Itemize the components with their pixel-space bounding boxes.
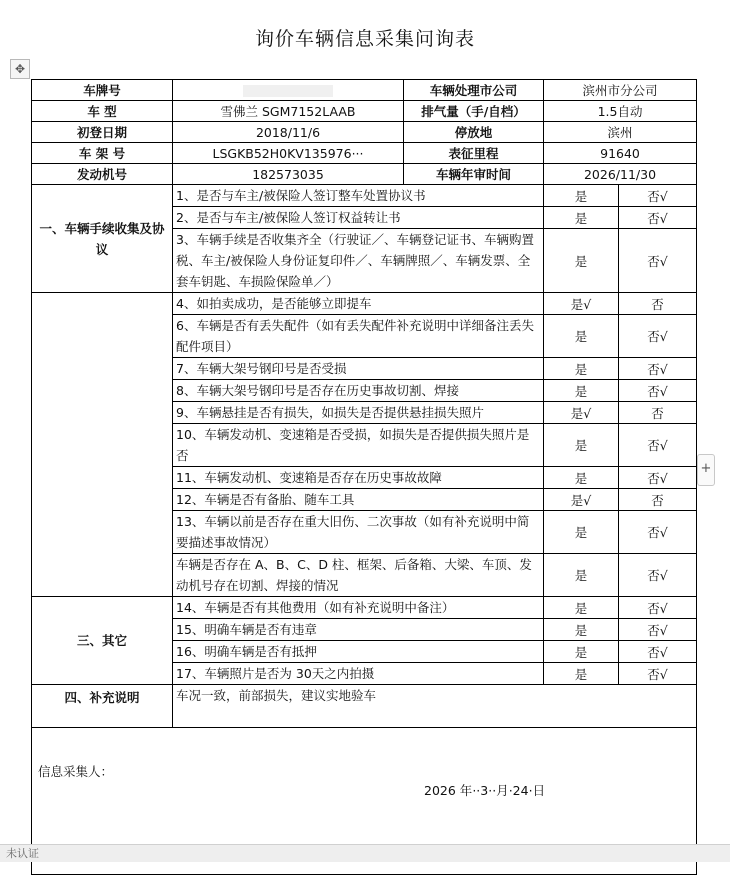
- answer-yes[interactable]: 是: [544, 597, 619, 619]
- answer-yes[interactable]: 是√: [544, 293, 619, 315]
- answer-no[interactable]: 否: [619, 293, 697, 315]
- answer-no[interactable]: 否√: [619, 663, 697, 685]
- status-text: 未认证: [6, 847, 39, 860]
- redacted-plate: [243, 85, 333, 97]
- table-row: [32, 143, 697, 164]
- question-text: 车辆是否存在 A、B、C、D 柱、框架、后备箱、大梁、车顶、发动机号存在切割、焊接的情况: [173, 554, 544, 597]
- table-row: [32, 122, 697, 143]
- question-text: 14、车辆是否有其他费用（如有补充说明中备注）: [173, 597, 544, 619]
- section-2-label: [32, 293, 173, 597]
- page-title: 询价车辆信息采集问询表: [254, 28, 475, 50]
- vin-label: 车 架 号: [32, 143, 173, 164]
- answer-no[interactable]: 否√: [619, 380, 697, 402]
- status-bar: [0, 844, 730, 862]
- model-label: 车 型: [32, 101, 173, 122]
- answer-yes[interactable]: 是: [544, 207, 619, 229]
- answer-no[interactable]: 否√: [619, 597, 697, 619]
- question-text: 15、明确车辆是否有违章: [173, 619, 544, 641]
- table-row: [32, 685, 697, 728]
- answer-no[interactable]: 否√: [619, 554, 697, 597]
- plate-label: 车牌号: [32, 80, 173, 101]
- question-text: 9、车辆悬挂是否有损失，如损失是否提供悬挂损失照片: [173, 402, 544, 424]
- answer-yes[interactable]: 是: [544, 467, 619, 489]
- question-text: 8、车辆大架号钢印号是否存在历史事故切割、焊接: [173, 380, 544, 402]
- displacement-label: 排气量（手/自档）: [404, 101, 544, 122]
- answer-yes[interactable]: 是: [544, 185, 619, 207]
- question-text: 17、车辆照片是否为 30天之内拍摄: [173, 663, 544, 685]
- table-row: [32, 80, 697, 101]
- inspection-value[interactable]: 2026/11/30: [544, 164, 697, 185]
- section-1-label: 一、车辆手续收集及协议: [32, 185, 173, 293]
- question-text: 6、车辆是否有丢失配件（如有丢失配件补充说明中详细备注丢失配件项目）: [173, 315, 544, 358]
- answer-no[interactable]: 否√: [619, 424, 697, 467]
- engine-label: 发动机号: [32, 164, 173, 185]
- answer-yes[interactable]: 是: [544, 229, 619, 293]
- company-value[interactable]: 滨州市分公司: [544, 80, 697, 101]
- question-text: 2、是否与车主/被保险人签订权益转让书: [173, 207, 544, 229]
- plate-value[interactable]: [173, 80, 404, 101]
- answer-no[interactable]: 否√: [619, 511, 697, 554]
- answer-yes[interactable]: 是: [544, 641, 619, 663]
- answer-no[interactable]: 否: [619, 489, 697, 511]
- answer-no[interactable]: 否√: [619, 467, 697, 489]
- table-row: [32, 293, 697, 315]
- question-text: 13、车辆以前是否存在重大旧伤、二次事故（如有补充说明中简要描述事故情况）: [173, 511, 544, 554]
- collector-label: 信息采集人：: [38, 764, 114, 779]
- date-day: 24: [512, 783, 529, 798]
- answer-yes[interactable]: 是: [544, 315, 619, 358]
- date-line: 2026 年··3··月·24·日: [424, 783, 546, 798]
- answer-yes[interactable]: 是: [544, 424, 619, 467]
- answer-no[interactable]: 否√: [619, 641, 697, 663]
- question-text: 1、是否与车主/被保险人签订整车处置协议书: [173, 185, 544, 207]
- answer-no[interactable]: 否√: [619, 207, 697, 229]
- supplement-input[interactable]: 车况一致，前部损失，建议实地验车: [173, 685, 697, 728]
- date-day-unit: 日: [532, 783, 546, 798]
- answer-no[interactable]: 否√: [619, 315, 697, 358]
- section-4-label: 四、补充说明: [32, 685, 173, 728]
- parking-value[interactable]: 滨州: [544, 122, 697, 143]
- question-text: 12、车辆是否有备胎、随车工具: [173, 489, 544, 511]
- inspection-label: 车辆年审时间: [404, 164, 544, 185]
- reg-date-label: 初登日期: [32, 122, 173, 143]
- table-row: [32, 164, 697, 185]
- question-text: 11、车辆发动机、变速箱是否存在历史事故故障: [173, 467, 544, 489]
- vin-value[interactable]: LSGKB52H0KV135976···: [173, 143, 404, 164]
- date-year-unit: 年: [459, 783, 473, 798]
- question-text: 7、车辆大架号钢印号是否受损: [173, 358, 544, 380]
- inquiry-table: [31, 79, 697, 875]
- table-row: [32, 597, 697, 619]
- company-label: 车辆处理市公司: [404, 80, 544, 101]
- answer-no[interactable]: 否√: [619, 619, 697, 641]
- model-value[interactable]: 雪佛兰 SGM7152LAAB: [173, 101, 404, 122]
- answer-yes[interactable]: 是√: [544, 402, 619, 424]
- date-month-unit: 月: [496, 783, 509, 798]
- answer-no[interactable]: 否: [619, 402, 697, 424]
- answer-yes[interactable]: 是: [544, 358, 619, 380]
- question-text: 3、车辆手续是否收集齐全（行驶证／、车辆登记证书、车辆购置税、车主/被保险人身份证复印件／、车辆牌照／、车辆发票、全套车钥匙、车损险保险单／）: [173, 229, 544, 293]
- answer-no[interactable]: 否√: [619, 185, 697, 207]
- answer-no[interactable]: 否√: [619, 229, 697, 293]
- answer-yes[interactable]: 是: [544, 554, 619, 597]
- mileage-label: 表征里程: [404, 143, 544, 164]
- parking-label: 停放地: [404, 122, 544, 143]
- question-text: 16、明确车辆是否有抵押: [173, 641, 544, 663]
- table-row: [32, 101, 697, 122]
- table-move-handle-icon[interactable]: ✥: [10, 59, 30, 79]
- question-text: 4、如拍卖成功，是否能够立即提车: [173, 293, 544, 315]
- mileage-value[interactable]: 91640: [544, 143, 697, 164]
- answer-yes[interactable]: 是: [544, 663, 619, 685]
- answer-yes[interactable]: 是: [544, 511, 619, 554]
- answer-yes[interactable]: 是: [544, 619, 619, 641]
- answer-no[interactable]: 否√: [619, 358, 697, 380]
- add-column-button[interactable]: +: [697, 454, 715, 486]
- table-row: [32, 185, 697, 207]
- section-3-label: 三、其它: [32, 597, 173, 685]
- answer-yes[interactable]: 是√: [544, 489, 619, 511]
- date-year: 2026: [424, 783, 456, 798]
- question-text: 10、车辆发动机、变速箱是否受损，如损失是否提供损失照片是否: [173, 424, 544, 467]
- reg-date-value[interactable]: 2018/11/6: [173, 122, 404, 143]
- date-month: 3: [480, 783, 489, 798]
- answer-yes[interactable]: 是: [544, 380, 619, 402]
- engine-value[interactable]: 182573035: [173, 164, 404, 185]
- displacement-value[interactable]: 1.5自动: [544, 101, 697, 122]
